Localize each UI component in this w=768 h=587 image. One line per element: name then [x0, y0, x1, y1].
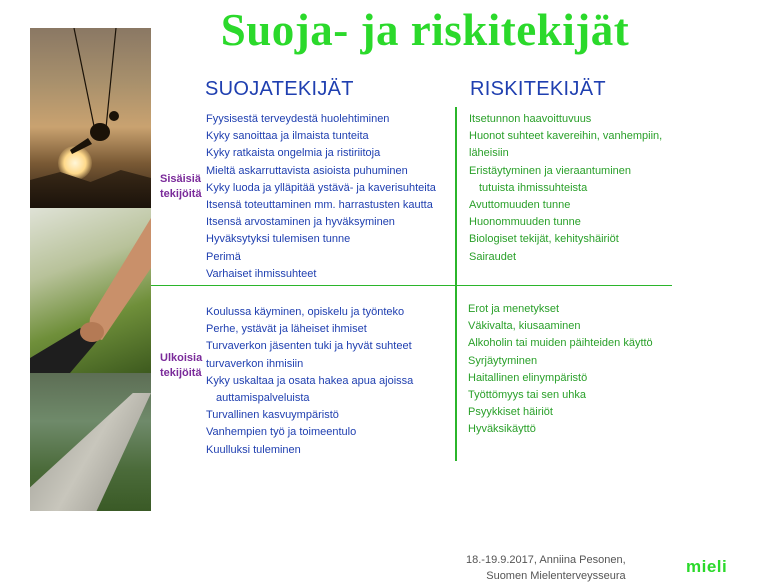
- photo-strip: [30, 28, 151, 511]
- column-divider: [455, 107, 457, 461]
- list-item: auttamispalveluista: [216, 392, 310, 405]
- mieli-logo: mieli: [686, 557, 728, 576]
- list-item: Huonot suhteet kavereihin, vanhempiin,: [469, 130, 663, 143]
- list-item: Eristäytyminen ja vieraantuminen: [469, 164, 632, 177]
- list-item: Syrjäytyminen: [468, 354, 538, 367]
- row-divider: [151, 285, 672, 286]
- footer-line-1: 18.-19.9.2017, Anniina Pesonen,: [466, 554, 626, 566]
- list-item: Fyysisestä terveydestä huolehtiminen: [206, 113, 390, 125]
- list-item: tutuista ihmissuhteista: [479, 181, 588, 194]
- list-item: Kyky ratkaista ongelmia ja ristiriitoja: [206, 147, 381, 160]
- list-item: Hyväksikäyttö: [468, 423, 536, 436]
- list-item: Väkivalta, kiusaaminen: [468, 320, 581, 333]
- list-item: Vanhempien työ ja toimeentulo: [206, 426, 357, 439]
- internal-risk-list: [469, 111, 662, 266]
- list-item: Turvallinen kasvuympäristö: [206, 409, 339, 422]
- list-item: Sairaudet: [469, 250, 517, 263]
- internal-factors-label: Sisäisiä tekijöitä: [160, 173, 202, 200]
- external-risk-list: [468, 301, 653, 439]
- footer-line-2: Suomen Mielenterveysseura: [486, 570, 626, 582]
- external-protective-list: [206, 304, 413, 459]
- list-item: Huonommuuden tunne: [469, 216, 581, 229]
- footer-credit: [466, 552, 626, 584]
- list-item: turvaverkon ihmisiin: [206, 357, 304, 370]
- boardwalk-path-photo: [30, 373, 151, 511]
- list-item: Kuulluksi tuleminen: [206, 443, 301, 456]
- list-item: Avuttomuuden tunne: [469, 199, 571, 212]
- list-item: Itsensä arvostaminen ja hyväksyminen: [206, 216, 395, 229]
- list-item: Kyky luoda ja ylläpitää ystävä- ja kaverisuhteita: [206, 181, 436, 194]
- list-item: Biologiset tekijät, kehityshäiriöt: [469, 233, 619, 246]
- slide-title: Suoja- ja riskitekijät: [220, 5, 630, 55]
- list-item: Perhe, ystävät ja läheiset ihmiset: [206, 323, 367, 336]
- internal-protective-list: [206, 111, 436, 283]
- sunset-swing-photo: [30, 28, 151, 208]
- list-item: Hyväksytyksi tulemisen tunne: [206, 233, 351, 246]
- holding-hands-photo: [30, 208, 151, 373]
- list-item: Perimä: [206, 250, 241, 263]
- hands-shape: [30, 208, 151, 373]
- list-item: Psyykkiset häiriöt: [468, 406, 553, 419]
- list-item: Mieltä askarruttavista asioista puhuminen: [206, 164, 408, 177]
- list-item: Itsetunnon haavoittuvuus: [469, 113, 592, 125]
- list-item: Alkoholin tai muiden päihteiden käyttö: [468, 337, 653, 350]
- list-item: Kyky sanoittaa ja ilmaista tunteita: [206, 130, 369, 143]
- list-item: Erot ja menetykset: [468, 303, 560, 315]
- list-item: Itsensä toteuttaminen mm. harrastusten kautta: [206, 199, 433, 212]
- boardwalk-shape: [30, 393, 151, 511]
- list-item: Turvaverkon jäsenten tuki ja hyvät suhteet: [206, 340, 412, 353]
- list-item: Koulussa käyminen, opiskelu ja työnteko: [206, 306, 405, 318]
- list-item: Kyky uskaltaa ja osata hakea apua ajoissa: [206, 374, 414, 387]
- list-item: Haitallinen elinympäristö: [468, 371, 588, 384]
- list-item: läheisiin: [469, 147, 509, 160]
- risk-factors-header: RISKITEKIJÄT: [470, 78, 606, 100]
- protective-factors-header: SUOJATEKIJÄT: [205, 78, 354, 100]
- external-factors-label: Ulkoisia tekijöitä: [160, 352, 203, 379]
- list-item: Työttömyys tai sen uhka: [468, 389, 586, 402]
- list-item: Varhaiset ihmissuhteet: [206, 267, 317, 280]
